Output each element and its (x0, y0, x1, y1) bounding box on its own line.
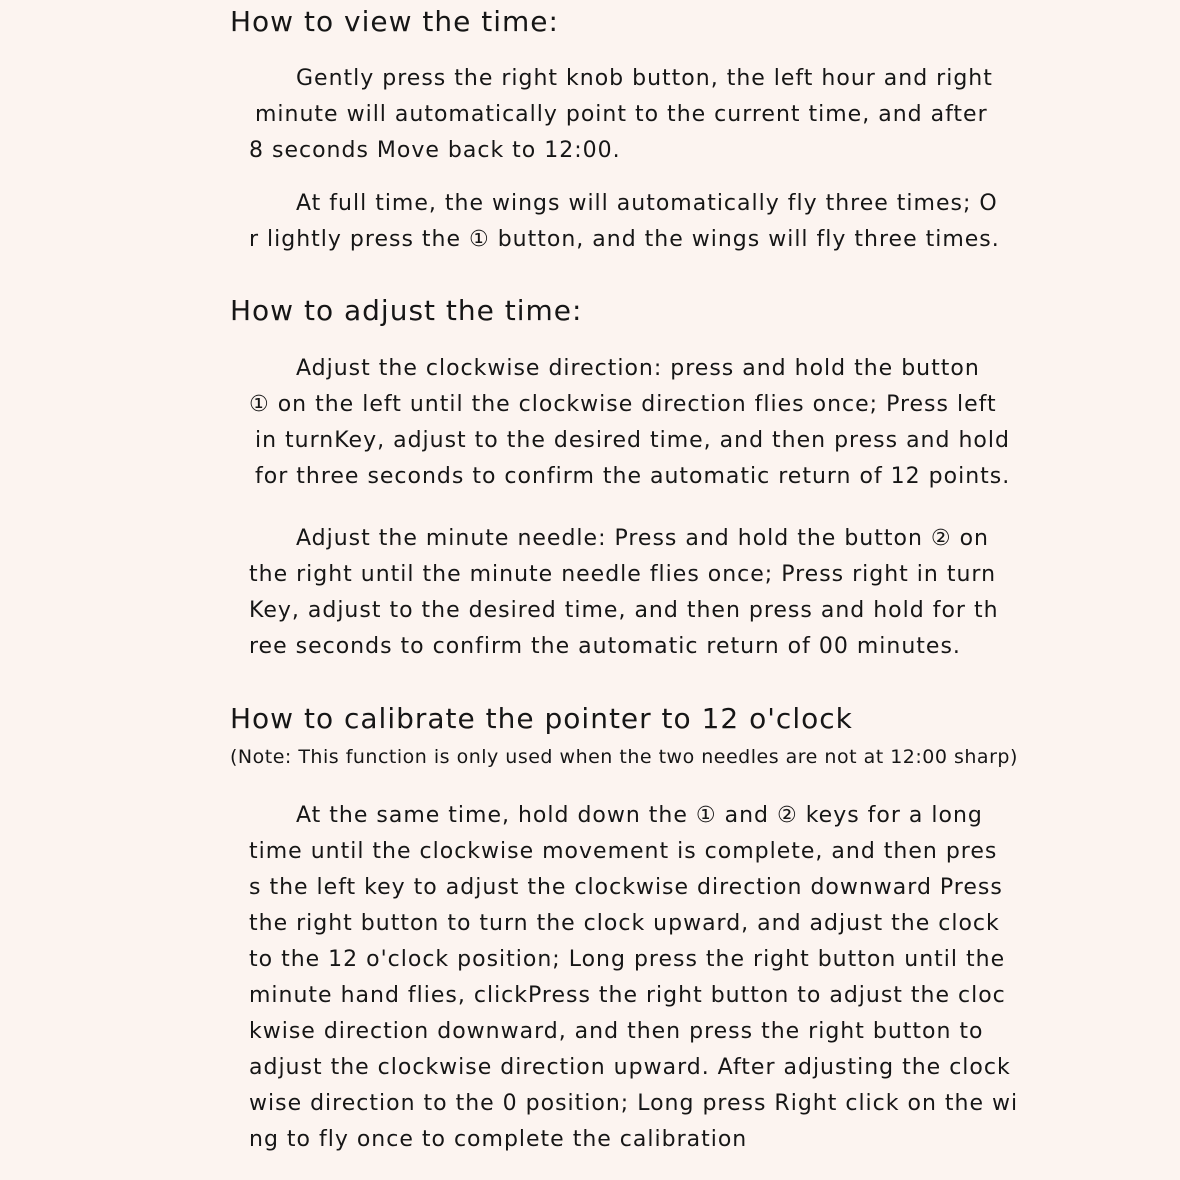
heading-view-time: How to view the time: (230, 5, 559, 38)
paragraph-line: for three seconds to confirm the automatic return of 12 points. (255, 464, 1011, 489)
paragraph-line: the right button to turn the clock upward, and adjust the clock (249, 911, 1000, 936)
paragraph-line: Adjust the minute needle: Press and hold the button ② on (296, 526, 990, 551)
paragraph-line: ree seconds to confirm the automatic return of 00 minutes. (249, 634, 961, 659)
paragraph-line: the right until the minute needle flies once; Press right in turn (249, 562, 997, 587)
paragraph-line: wise direction to the 0 position; Long press Right click on the wi (249, 1091, 1019, 1116)
paragraph-line: to the 12 o'clock position; Long press the right button until the (249, 947, 1006, 972)
paragraph-line: time until the clockwise movement is complete, and then pres (249, 839, 998, 864)
paragraph-line: s the left key to adjust the clockwise direction downward Press (249, 875, 1003, 900)
paragraph-line: kwise direction downward, and then press the right button to (249, 1019, 984, 1044)
paragraph-line: At full time, the wings will automatically fly three times; O (296, 191, 998, 216)
paragraph-line: ① on the left until the clockwise direction flies once; Press left (249, 392, 997, 417)
paragraph-line: minute will automatically point to the current time, and after (255, 102, 988, 127)
heading-adjust-time: How to adjust the time: (230, 294, 583, 327)
paragraph-line: r lightly press the ① button, and the wings will fly three times. (249, 227, 1000, 252)
paragraph-line: At the same time, hold down the ① and ② keys for a long (296, 803, 983, 828)
paragraph-line: Adjust the clockwise direction: press and hold the button (296, 356, 980, 381)
paragraph-line: adjust the clockwise direction upward. After adjusting the clock (249, 1055, 1011, 1080)
paragraph-line: Gently press the right knob button, the left hour and right (296, 66, 993, 91)
paragraph-line: minute hand flies, clickPress the right button to adjust the cloc (249, 983, 1006, 1008)
calibration-note: (Note: This function is only used when the two needles are not at 12:00 sharp) (230, 746, 1018, 768)
paragraph-line: 8 seconds Move back to 12:00. (249, 138, 621, 163)
paragraph-line: in turnKey, adjust to the desired time, and then press and hold (255, 428, 1010, 453)
heading-calibrate-pointer: How to calibrate the pointer to 12 o'clock (230, 702, 853, 735)
paragraph-line: ng to fly once to complete the calibration (249, 1127, 748, 1152)
paragraph-line: Key, adjust to the desired time, and then press and hold for th (249, 598, 999, 623)
